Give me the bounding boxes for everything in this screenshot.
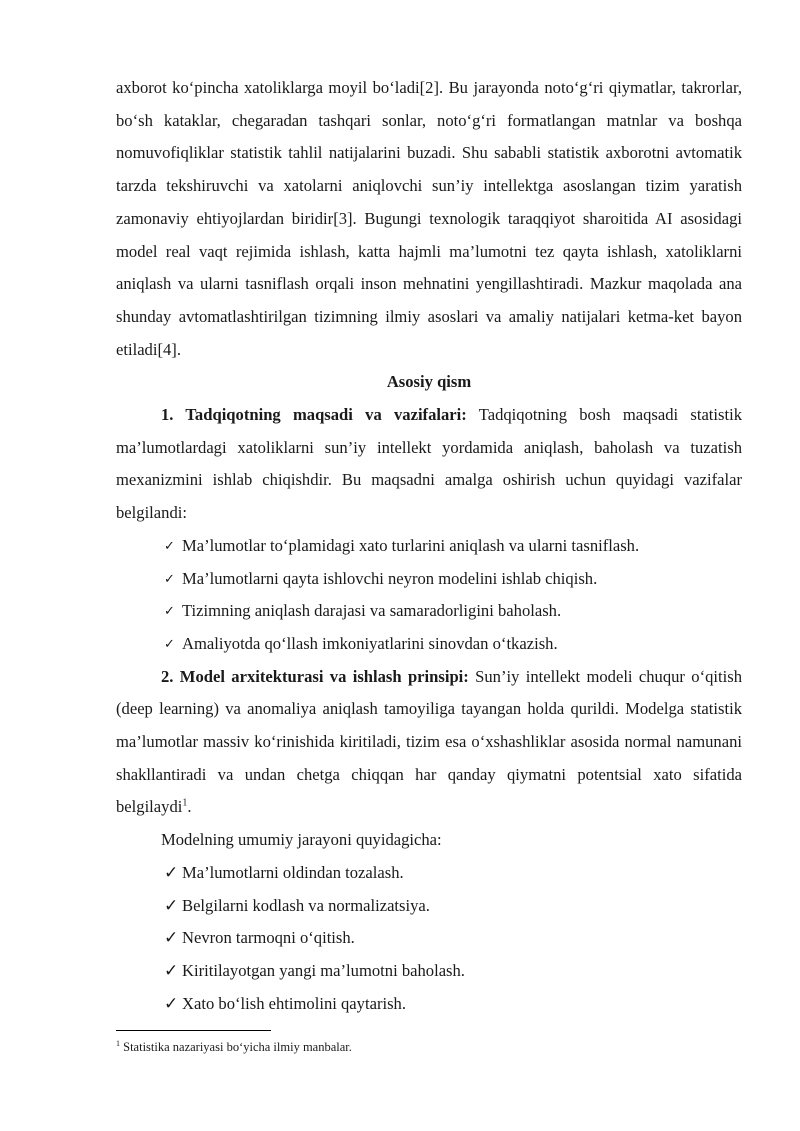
footnote-ref[interactable]: 1 [182, 797, 188, 809]
footnote-text: Statistika nazariyasi bo‘yicha ilmiy manbalar. [120, 1040, 352, 1054]
section2-text: Sun’iy intellekt modeli chuqur o‘qitish (deep learning) va anomaliya aniqlash tamoyiliga tayangan holda qurildi. Modelga statistik ma’lumotlar massiv ko‘rinishida kiritiladi, tizim esa o‘xshashliklar asosida normal namunani shakllantiradi va undan chetga chiqqan har qanday qiymatni potentsial xato sifatida belgilaydi [116, 666, 742, 817]
list-item: ✓ Ma’lumotlarni oldindan tozalash. [116, 857, 742, 890]
checkmark-icon: ✓ [164, 862, 179, 882]
checkmark-icon: ✓ [164, 635, 175, 651]
section2-heading: 2. Model arxitekturasi va ishlash prinsipi: [161, 666, 469, 686]
section1-text: Tadqiqotning bosh maqsadi statistik ma’lumotlardagi xatoliklarni sun’iy intellekt yordamida aniqlash, baholash va tuzatish mexanizmini ishlab chiqishdir. Bu maqsadni amalga oshirish uchun quyidagi vazifalar belgilandi: [116, 405, 743, 523]
tasks-list [116, 530, 742, 661]
checkmark-icon: ✓ [164, 993, 179, 1013]
footnote-mark: 1 [116, 1038, 120, 1048]
checkmark-icon: ✓ [164, 895, 179, 915]
section1-heading: 1. Tadqiqotning maqsadi va vazifalari: [161, 405, 467, 425]
list-item: ✓ Kiritilayotgan yangi ma’lumotni baholash. [116, 955, 742, 988]
list-item: ✓ Ma’lumotlar to‘plamidagi xato turlarini aniqlash va ularni tasniflash. [116, 530, 742, 563]
list-item: ✓ Tizimning aniqlash darajasi va samaradorligini baholash. [116, 595, 742, 628]
checkmark-icon: ✓ [164, 537, 175, 553]
checkmark-icon: ✓ [164, 603, 175, 619]
section2-paragraph: 2. Model arxitekturasi va ishlash prinsipi: Sun’iy intellekt modeli chuqur o‘qitish (deep learning) va anomaliya aniqlash tamoyiliga tayangan holda qurildi. Modelga statistik ma’lumotlar massiv ko‘rinishida kiritiladi, tizim esa o‘xshashliklar asosida normal namunani shakllantiradi va undan chetga chiqqan har qanday qiymatni potentsial xato sifatida belgilaydi$^1$. [116, 666, 742, 817]
list-item: ✓ Xato bo‘lish ehtimolini qaytarish. [116, 988, 742, 1021]
footnote-divider [116, 1030, 271, 1031]
checkmark-icon: ✓ [164, 570, 175, 586]
list-item: ✓ Nevron tarmoqni o‘qitish. [116, 922, 742, 955]
section-title: Asosiy qism [386, 372, 472, 392]
list-item: ✓ Ma’lumotlarni qayta ishlovchi neyron modelini ishlab chiqish. [116, 563, 742, 596]
checkmark-icon: ✓ [164, 960, 179, 980]
section1-paragraph [116, 399, 742, 530]
checkmark-icon: ✓ [164, 928, 179, 948]
process-intro: Modelning umumiy jarayoni quyidagicha: [161, 830, 442, 850]
document-page [116, 72, 742, 1020]
process-list [116, 857, 742, 1021]
intro-paragraph: axborot ko‘pincha xatoliklarga moyil bo‘ladi[2]. Bu jarayonda noto‘g‘ri qiymatlar, takrorlar, bo‘sh kataklar, chegaradan tashqari sonlar, noto‘g‘ri formatlangan matnlar va boshqa nomuvofiqliklar statistik tahlil natijalarini buzadi. Shu sababli statistik axborotni avtomatik tarzda tekshiruvchi va xatolarni aniqlovchi sun’iy intellektga asoslangan tizim yaratish zamonaviy ehtiyojlardan biridir[3]. Bugungi texnologik taraqqiyot sharoitida AI asosidagi model real vaqt rejimida ishlash, katta hajmli ma’lumotni tez qayta ishlash, xatoliklarni aniqlash va ularni tasniflash orqali inson mehnatini yengillashtiradi. Mazkur maqolada ana shunday avtomatlashtirilgan tizimning ilmiy asoslari va amaliy natijalari ketma-ket bayon etiladi[4]. [116, 78, 742, 359]
footnote [116, 1038, 352, 1056]
list-item: ✓ Amaliyotda qo‘llash imkoniyatlarini sinovdan o‘tkazish. [116, 628, 742, 661]
list-item: ✓ Belgilarni kodlash va normalizatsiya. [116, 890, 742, 923]
